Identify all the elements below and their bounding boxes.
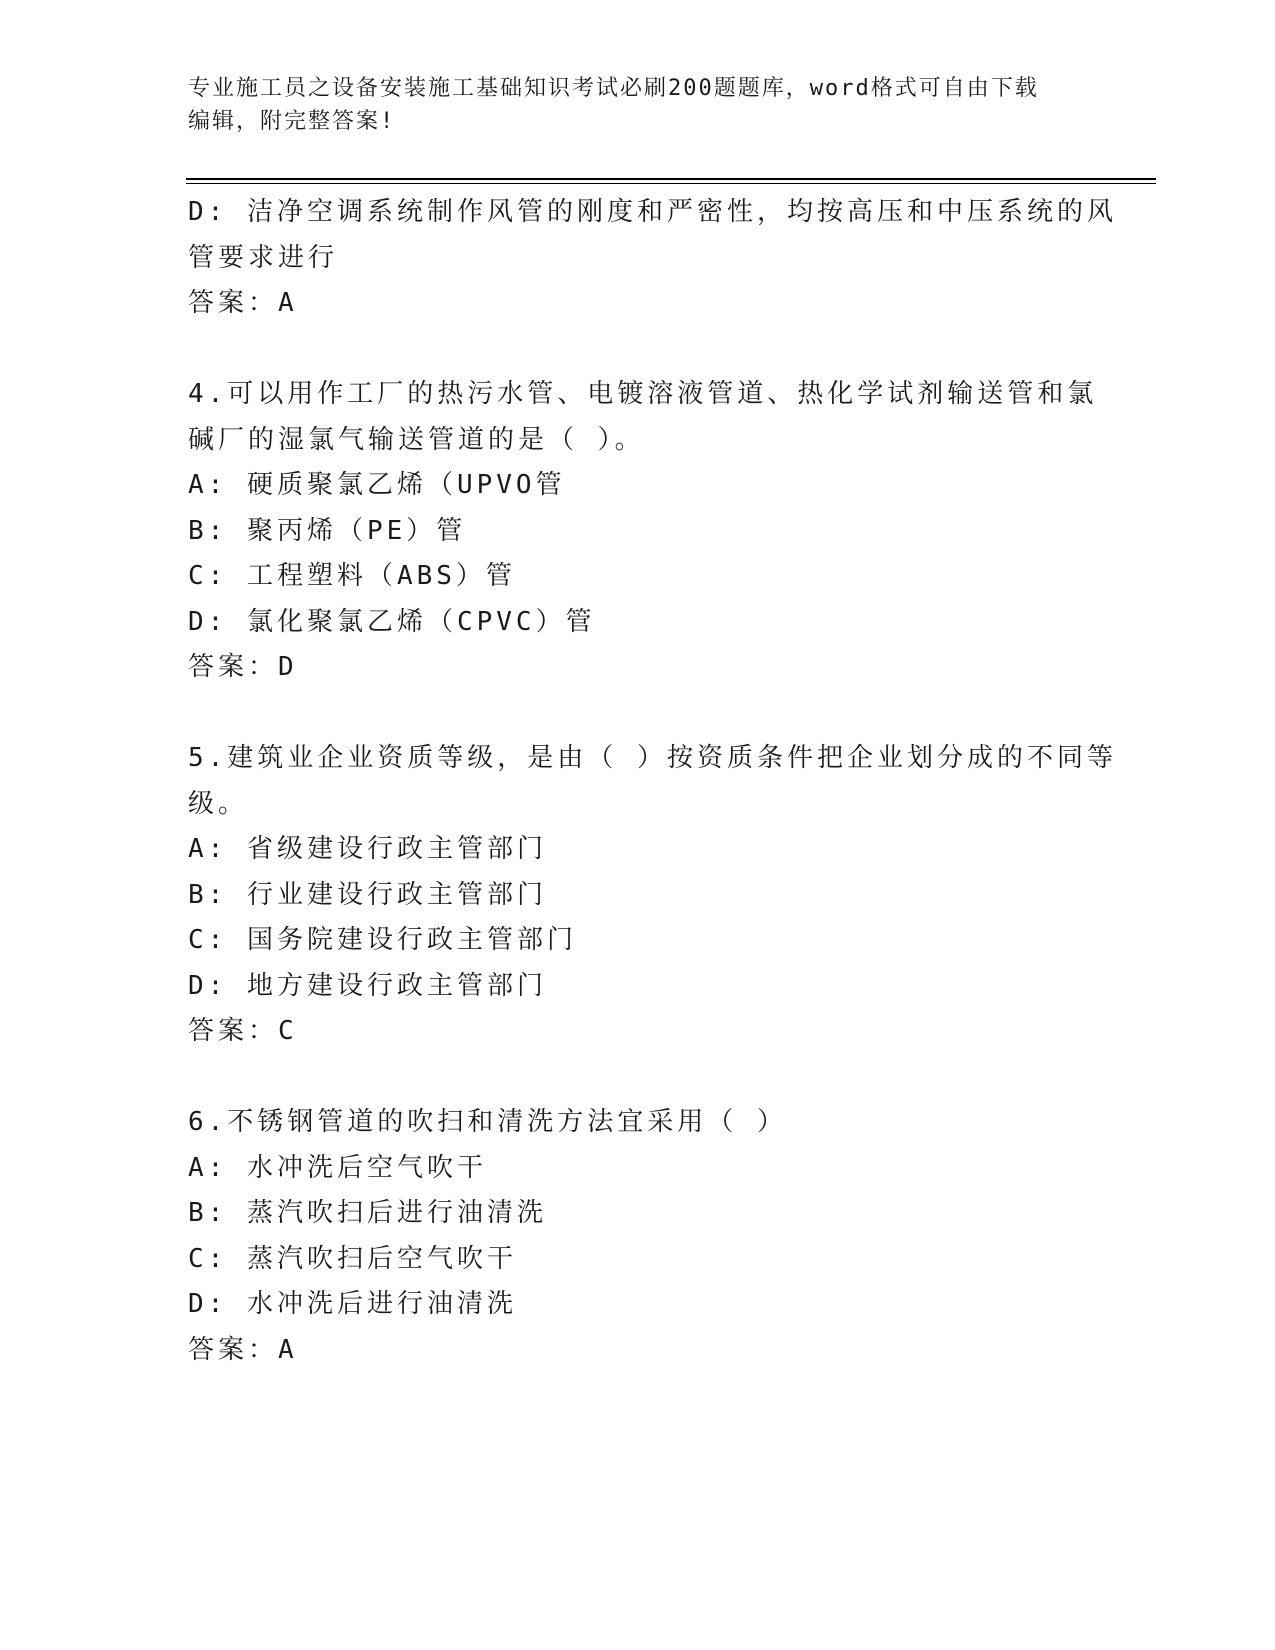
question-block-3 — [188, 190, 1117, 327]
answer-text: 答案：A — [188, 288, 298, 318]
answer-text: 答案：A — [188, 1334, 298, 1365]
question-stem-line-2: 级。 — [188, 788, 249, 819]
question-block-4 — [188, 372, 1098, 691]
document-header — [188, 72, 1068, 138]
question-stem-line-1: 4.可以用作工厂的热污水管、电镀溶液管道、热化学试剂输送管和氯 — [188, 379, 1098, 409]
option-b: B: 行业建设行政主管部门 — [188, 879, 547, 910]
answer-text: 答案：C — [188, 1016, 298, 1046]
option-d-line-2: 管要求进行 — [188, 242, 339, 273]
block-spacer — [188, 1055, 1088, 1101]
question-content — [188, 190, 1117, 1373]
option-c: C: 工程塑料（ABS）管 — [188, 561, 516, 591]
question-block-5 — [188, 736, 1117, 1055]
option-a: A: 水冲洗后空气吹干 — [188, 1152, 487, 1183]
option-c: C: 国务院建设行政主管部门 — [188, 925, 577, 955]
header-divider-thin — [186, 183, 1156, 184]
option-b: B: 聚丙烯（PE）管 — [188, 515, 467, 546]
option-d: D: 氯化聚氯乙烯（CPVC）管 — [188, 606, 596, 637]
block-spacer — [188, 691, 1088, 737]
option-a: A: 省级建设行政主管部门 — [188, 834, 547, 864]
question-block-6 — [188, 1100, 1088, 1373]
option-d-line-1: D: 洁净空调系统制作风管的刚度和严密性，均按高压和中压系统的风 — [188, 197, 1117, 227]
question-stem-line-1: 5.建筑业企业资质等级，是由（ ）按资质条件把企业划分成的不同等 — [188, 743, 1117, 773]
option-d: D: 水冲洗后进行油清洗 — [188, 1289, 517, 1319]
option-d: D: 地方建设行政主管部门 — [188, 970, 547, 1001]
header-divider-thick — [186, 178, 1156, 180]
option-a: A: 硬质聚氯乙烯（UPVO管 — [188, 470, 566, 500]
option-c: C: 蒸汽吹扫后空气吹干 — [188, 1243, 517, 1274]
header-title-line-2: 编辑，附完整答案! — [188, 109, 396, 134]
header-title-line-1: 专业施工员之设备安装施工基础知识考试必刷200题题库，word格式可自由下载 — [188, 76, 1039, 101]
question-stem-line-1: 6.不锈钢管道的吹扫和清洗方法宜采用（ ） — [188, 1107, 787, 1137]
question-stem-line-2: 碱厂的湿氯气输送管道的是（ ）。 — [188, 424, 645, 455]
answer-text: 答案：D — [188, 652, 298, 682]
option-b: B: 蒸汽吹扫后进行油清洗 — [188, 1198, 547, 1228]
block-spacer — [188, 327, 1088, 373]
